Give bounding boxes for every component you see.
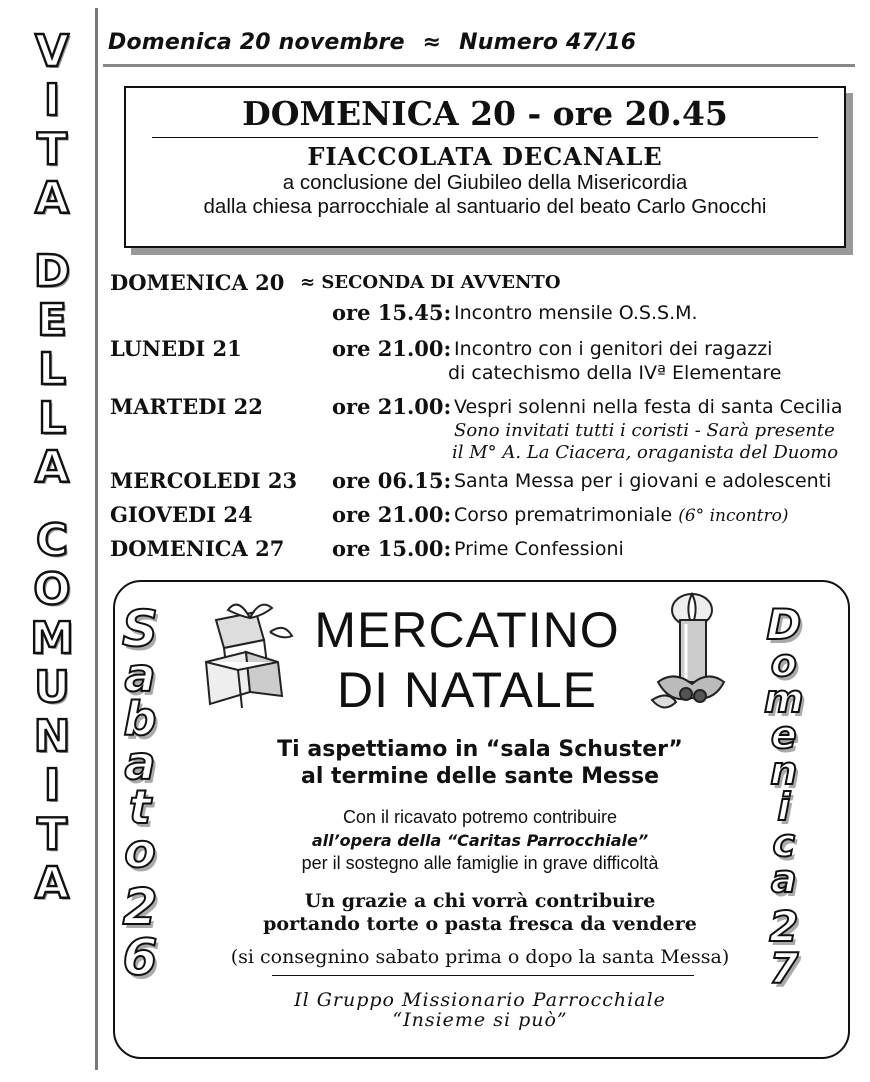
info-line-2: all’opera della “Caritas Parrocchiale” — [311, 831, 649, 850]
event-subtitle: FIACCOLATA DECANALE — [307, 142, 663, 171]
thanks-line-1: Un grazie a chi vorrà contribuire — [304, 890, 656, 912]
masthead-letter: C — [35, 515, 69, 566]
domenica-letter: c — [772, 821, 796, 865]
sabato-letter: S — [122, 600, 159, 658]
domenica-letter: 2 — [769, 902, 799, 951]
schedule-time: ore 15.00: — [332, 536, 452, 561]
mercatino-info — [180, 806, 780, 875]
domenica-letter: o — [770, 641, 797, 685]
schedule-time: ore 06.15: — [332, 468, 452, 493]
masthead-letter: A — [34, 173, 70, 224]
masthead-letter: L — [37, 393, 67, 444]
info-line-3: per il sostegno alle famiglie in grave difficoltà — [301, 853, 659, 873]
mercatino-title — [312, 600, 622, 720]
event-rule — [152, 137, 818, 138]
masthead-letter: T — [36, 809, 67, 860]
schedule-desc-text: Corso prematrimoniale — [454, 504, 673, 526]
mercatino-title-line-1: MERCATINO — [314, 602, 620, 658]
sabato-letter: a — [124, 648, 156, 702]
domenica-letter: m — [764, 677, 804, 721]
schedule-desc: Prime Confessioni — [454, 538, 624, 560]
mercatino-thanks — [180, 890, 780, 936]
location-line-2: al termine delle sante Messe — [301, 764, 659, 789]
signature-line-1: Il Gruppo Missionario Parrocchiale — [294, 989, 666, 1011]
domenica-letter: e — [770, 713, 797, 757]
masthead-letter: U — [34, 662, 70, 713]
schedule-desc: Incontro con i genitori dei ragazzi — [454, 338, 773, 360]
masthead-letter: O — [33, 564, 71, 615]
event-line-1: a conclusione del Giubileo della Misericordia — [282, 171, 688, 194]
schedule-note: ≈ SECONDA DI AVVENTO — [300, 272, 561, 293]
masthead-letter: E — [36, 295, 68, 346]
schedule-day: DOMENICA 27 — [110, 536, 285, 561]
mercatino-signature — [180, 990, 780, 1030]
header-separator: ≈ — [422, 30, 442, 55]
masthead-letter: I — [43, 75, 61, 126]
mercatino-title-line-2: DI NATALE — [337, 662, 597, 718]
info-line-1: Con il ricavato potremo contribuire — [342, 807, 618, 827]
sabato-letter: a — [124, 736, 156, 790]
schedule-time: ore 21.00: — [332, 336, 452, 361]
masthead-letter: T — [36, 124, 67, 175]
domenica-letter: n — [770, 749, 798, 793]
header-rule — [103, 64, 855, 67]
signature-rule — [272, 975, 694, 976]
issue-date: Domenica 20 novembre — [108, 30, 405, 55]
sabato-letter: o — [124, 824, 156, 878]
schedule-day: LUNEDI 21 — [110, 336, 242, 361]
signature-line-2: “Insieme si può” — [392, 1009, 568, 1031]
masthead-letter: L — [37, 344, 67, 395]
domenica-letter: D — [766, 600, 802, 649]
vertical-divider — [95, 8, 98, 1070]
schedule-day: GIOVEDI 24 — [110, 502, 253, 527]
schedule-time: ore 21.00: — [332, 502, 452, 527]
masthead-letter: M — [30, 613, 74, 664]
masthead-letter: V — [34, 26, 70, 77]
schedule-time: ore 21.00: — [332, 394, 452, 419]
domenica-letter: i — [777, 785, 791, 829]
issue-header — [108, 30, 636, 55]
mercatino-delivery-note: (si consegnino sabato prima o dopo la santa Messa) — [230, 946, 730, 968]
schedule-extra: (6° incontro) — [678, 506, 789, 526]
sabato-letter: 6 — [122, 928, 158, 986]
schedule-day: MERCOLEDI 23 — [110, 468, 298, 493]
schedule-day: MARTEDI 22 — [110, 394, 263, 419]
schedule-day: DOMENICA 20 — [110, 270, 285, 295]
masthead-letter: N — [33, 711, 71, 762]
schedule-desc: Santa Messa per i giovani e adolescenti — [454, 470, 832, 492]
schedule-desc: Incontro mensile O.S.S.M. — [454, 302, 698, 324]
event-title: DOMENICA 20 - ore 20.45 — [242, 94, 728, 133]
schedule-desc: di catechismo della IVª Elementare — [448, 362, 782, 384]
masthead-letter: A — [34, 442, 70, 493]
masthead-letter: A — [34, 858, 70, 909]
masthead-vertical-title — [22, 26, 82, 911]
event-line-2: dalla chiesa parrocchiale al santuario del beato Carlo Gnocchi — [203, 195, 767, 218]
schedule-time: ore 15.45: — [332, 300, 452, 325]
sabato-letter: b — [123, 692, 157, 746]
candle-icon — [648, 590, 732, 720]
gift-boxes-icon — [198, 592, 308, 712]
domenica-letter: 7 — [769, 944, 799, 993]
masthead-letter: I — [43, 760, 61, 811]
event-box — [124, 86, 846, 248]
mercatino-location — [180, 736, 780, 790]
sabato-vertical-label — [122, 600, 159, 986]
thanks-line-2: portando torte o pasta fresca da vendere — [263, 913, 697, 935]
schedule-note: il M° A. La Ciacera, oraganista del Duomo — [452, 442, 839, 463]
sabato-letter: 2 — [122, 878, 158, 936]
schedule-desc: Vespri solenni nella festa di santa Cecilia — [454, 396, 843, 418]
sabato-letter: t — [129, 780, 151, 834]
location-line-1: Ti aspettiamo in “sala Schuster” — [277, 737, 683, 762]
schedule-desc — [454, 504, 789, 526]
domenica-letter: a — [770, 857, 797, 901]
masthead-letter: D — [33, 246, 71, 297]
issue-number: Numero 47/16 — [459, 30, 637, 55]
schedule-note: Sono invitati tutti i coristi - Sarà presente — [454, 420, 835, 441]
